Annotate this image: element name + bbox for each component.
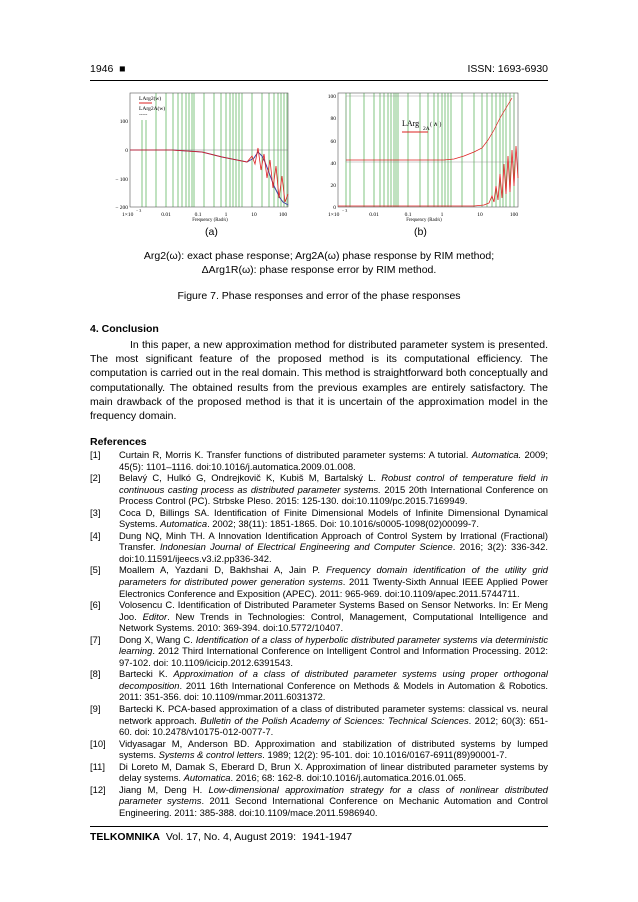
plot-a-xtick: 10 <box>251 212 257 218</box>
plot-a-xlabel: Frequency (Rad/s) <box>192 218 228 222</box>
plot-b-ytick: 60 <box>330 139 336 145</box>
plot-b-ytick: 100 <box>327 94 336 100</box>
plot-a <box>112 90 290 222</box>
plot-b-ytick: 80 <box>330 116 336 122</box>
reference-item: [8] Bartecki K. Approximation of a class of distributed parameter systems using proper orthogonal decomposition. 2011 16th International Conference on Methods & Models in Automation & Robotics. 2011: 351-356. doi: 10.1109/mmar.2011.6031372. <box>90 668 548 703</box>
references-title: References <box>90 436 147 448</box>
footer <box>90 831 352 843</box>
square-icon: ■ <box>119 63 126 75</box>
plot-b-xtick: 10 <box>477 212 483 218</box>
plot-a-xtick: 100 <box>278 212 288 218</box>
plot-b-ytick: 20 <box>330 183 336 189</box>
plot-a-xtick: 1×10 <box>122 212 134 218</box>
page-number: 1946 ■ <box>90 63 126 75</box>
plot-a-legend-dash: ----- <box>139 113 148 118</box>
plot-b-xtick: 100 <box>509 212 519 218</box>
plot-a-ytick: 100 <box>119 119 128 125</box>
plot-a-xtick: 1 <box>224 212 228 218</box>
plot-a-ytick: − 100 <box>115 177 128 183</box>
plot-b-xtick: 1 <box>440 212 444 218</box>
plot-a-xtick: 0.1 <box>194 212 202 218</box>
issn: ISSN: 1693-6930 <box>467 63 548 75</box>
reference-item: [3] Coca D, Billings SA. Identification of Finite Dimensional Models of Infinite Dimensional Dynamical Systems. Automatica. 2002; 38(11): 1851-1865. Doi: 10.1016/s0005-1098(02)00099-7. <box>90 506 548 530</box>
reference-item: [5] Moallem A, Yazdani D, Bakhshai A, Jain P. Frequency domain identification of the utility grid parameters for distributed power generation systems. 2011 Twenty-Sixth Annual IEEE Applied Power Electronics Conference and Exposition (APEC). 2011: 965-969. doi:10.1109/apec.2011.5744711. <box>90 564 548 599</box>
plot-b <box>324 90 524 222</box>
plot-b-xtick: 0.01 <box>369 212 379 218</box>
figure-caption: Figure 7. Phase responses and error of the phase responses <box>177 290 461 302</box>
footer-rule <box>90 826 548 827</box>
svg-text:LArg: LArg <box>402 119 420 128</box>
section-title: 4. Conclusion <box>90 323 159 335</box>
plot-a-legend-2: LArg2A(w) <box>139 106 166 112</box>
subfigure-label-a: (a) <box>205 226 218 238</box>
conclusion-paragraph: In this paper, a new approximation method for distributed parameter system is presented. The most significant feature of the proposed method is its computational efficiency. The computation is carried out in the real domain. This method is straightforward both conceptually and computationally. The obtained results from the previous examples are entirely satisfactory. The main drawback of the proposed method is that it is uncertain of the approximation model in the frequency domain. <box>90 339 548 423</box>
header-rule <box>90 80 548 81</box>
plot-a-ytick: 0 <box>125 148 128 154</box>
reference-item: [6] Volosencu C. Identification of Distributed Parameter Systems Based on Sensor Networks. In: Er Meng Joo. Editor. New Trends in Technologies: Control, Management, Computational Intelligence and Network Systems. 2010: 369-394. doi:10.5772/10407. <box>90 599 549 634</box>
plot-a-xtick: 0.01 <box>161 212 171 218</box>
reference-item: [9] Bartecki K. PCA-based approximation of a class of distributed parameter systems: classical vs. neural network approach. Bulletin of the Polish Academy of Sciences: Technical Sciences. 2012; 60(3): 651-60. doi: 10.2478/v10175-012-0077-7. <box>90 703 549 738</box>
svg-text:( ∧ ): ( ∧ ) <box>430 122 442 128</box>
journal-name: TELKOMNIKA <box>90 831 160 843</box>
plot-b-xlabel: Frequency (Rad/s) <box>406 218 442 222</box>
figure-description-line-2: ΔArg1R(ω): phase response error by RIM method. <box>201 264 437 276</box>
plot-a-legend-1: LArg2(w) <box>139 96 162 102</box>
plot-b-ytick: 40 <box>330 161 336 167</box>
reference-list <box>90 449 548 819</box>
plot-b-xtick: 1×10 <box>328 212 340 218</box>
plot-a-rim-curve <box>130 148 288 202</box>
figure-description-line-1: Arg2(ω): exact phase response; Arg2A(ω) phase response by RIM method; <box>143 250 495 262</box>
plot-a-ytick: − 200 <box>115 205 128 211</box>
reference-item: [10] Vidyasagar M, Anderson BD. Approximation and stabilization of distributed systems by lumped systems. Systems & control letters. 1989; 12(2): 95-101. doi: 10.1016/0167-6911(89)90001-7. <box>90 737 548 761</box>
reference-item: [11] Di Loreto M, Damak S, Eberard D, Brun X. Approximation of linear distributed parameter systems by delay systems. Automatica. 2016; 68: 162-8. doi:10.1016/j.automatica.2016.01.065. <box>90 760 548 784</box>
reference-item: [7] Dong X, Wang C. Identification of a class of hyperbolic distributed parameter systems via deterministic learning. 2012 Third International Conference on Intelligent Control and Information Processing. 2012: 97-102. doi: 10.1109/icicip.2012.6391543. <box>90 633 549 668</box>
plot-a-xtick-exp: − 3 <box>136 208 142 213</box>
reference-item: [1] Curtain R, Morris K. Transfer functions of distributed parameter systems: A tutorial. Automatica. 2009; 45(5): 1101–1116. doi:10.1016/j.automatica.2009.01.008. <box>90 449 548 472</box>
reference-item: [12] Jiang M, Deng H. Low-dimensional approximation strategy for a class of nonlinear distributed parameter systems. 2011 Second International Conference on Mechanic Automation and Control Engineering. 2011: 385-388. doi:10.1109/mace.2011.5986940. <box>90 783 548 818</box>
plot-b-ytick: 0 <box>333 205 336 211</box>
svg-text:2A: 2A <box>423 126 430 132</box>
reference-item: [4] Dung NQ, Minh TH. A Innovation Identification Approach of Control System by Irrational (Fractional) Transfer. Indonesian Journal of Electrical Engineering and Computer Science. 2016; 3(2): 336-342. doi:10.11591/ijeecs.v3.i2.pp336-342. <box>90 529 548 564</box>
reference-item: [2] Belavý C, Hulkó G, Ondrejkovič K, Kubiš M, Bartalský L. Robust control of temperature field in continuous casting process as distributed parameter systems. 2015 20th International Conference on Process Control (PC). Strbske Pleso. 2015: 125-130. doi:10.1109/pc.2015.7169949. <box>90 472 548 507</box>
plot-b-inset-frame <box>346 96 514 162</box>
issue-info: Vol. 17, No. 4, August 2019: 1941-1947 <box>160 831 353 843</box>
subfigure-label-b: (b) <box>414 226 427 238</box>
plot-b-xtick-exp: − 3 <box>342 208 348 213</box>
plot-b-gridlines <box>346 93 514 207</box>
plot-b-xtick: 0.1 <box>404 212 412 218</box>
